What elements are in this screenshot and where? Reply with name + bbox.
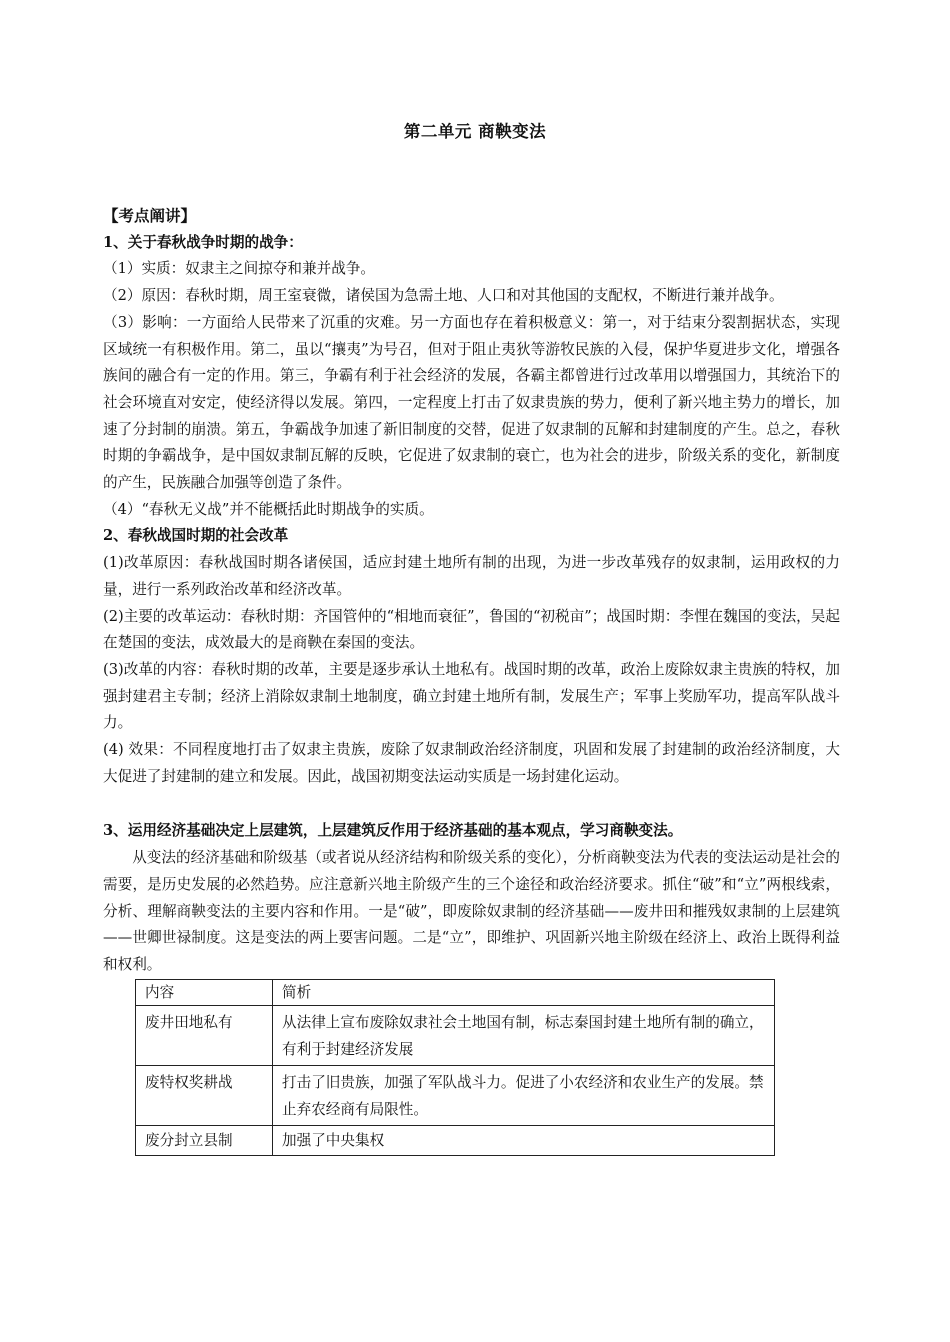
table-header-row	[136, 979, 775, 1005]
table-header-cell: 内容	[136, 979, 273, 1005]
section-1-item-3: （3）影响：一方面给人民带来了沉重的灾难。另一方面也存在着积极意义：第一，对于结束分裂割据状态，实现区域统一有积极作用。第二，虽以“攘夷”为号召，但对于阻止夷狄等游牧民族的入侵，保护华夏进步文化，增强各族间的融合有一定的作用。第三，争霸有利于社会经济的发展，各霸主都曾进行过改革用以增强国力，其统治下的社会环境直对安定，使经济得以发展。第四，一定程度上打击了奴隶贵族的势力，便利了新兴地主势力的增长，加速了分封制的崩溃。第五，争霸战争加速了新旧制度的交替，促进了奴隶制的瓦解和封建制度的产生。总之，春秋时期的争霸战争，是中国奴隶制瓦解的反映，它促进了奴隶制的衰亡，也为社会的进步，阶级关系的变化，新制度的产生，民族融合加强等创造了条件。	[103, 313, 840, 492]
page-title: 第二单元 商鞅变法	[403, 122, 547, 141]
table-cell: 废分封立县制	[136, 1125, 273, 1155]
table-cell: 打击了旧贵族，加强了军队战斗力。促进了小农经济和农业生产的发展。禁止弃农经商有局限性。	[273, 1065, 775, 1125]
section-3-heading: 3、运用经济基础决定上层建筑，上层建筑反作用于经济基础的基本观点，学习商鞅变法。	[103, 822, 683, 840]
section-2-item-4: (4) 效果：不同程度地打击了奴隶主贵族，废除了奴隶制政治经济制度，巩固和发展了封建制的政治经济制度，大大促进了封建制的建立和发展。因此，战国初期变法运动实质是一场封建化运动。	[103, 741, 840, 785]
spacer	[103, 790, 840, 818]
table-row	[136, 1125, 775, 1155]
section-label: 【考点阐讲】	[103, 206, 197, 225]
section-2-item-3: (3)改革的内容：春秋时期的改革，主要是逐步承认土地私有。战国时期的改革，政治上废除奴隶主贵族的特权，加强封建君主专制；经济上消除奴隶制土地制度，确立封建土地所有制，发展生产；军事上奖励军功，提高军队战斗力。	[103, 660, 840, 732]
table-row	[136, 1005, 775, 1065]
table-cell: 废井田地私有	[136, 1005, 273, 1065]
reform-summary-table	[135, 979, 775, 1156]
section-2-item-1: (1)改革原因：春秋战国时期各诸侯国，适应封建土地所有制的出现，为进一步改革残存的奴隶制，运用政权的力量，进行一系列政治改革和经济改革。	[103, 554, 840, 598]
table-row	[136, 1065, 775, 1125]
section-3-paragraph: 从变法的经济基础和阶级基（或者说从经济结构和阶级关系的变化），分析商鞅变法为代表的变法运动是社会的需要，是历史发展的必然趋势。应注意新兴地主阶级产生的三个途径和政治经济要求。抓住“破”和“立”两根线索，分析、理解商鞅变法的主要内容和作用。一是“破”，即废除奴隶制的经济基础——废井田和摧残奴隶制的上层建筑——世卿世禄制度。这是变法的两上要害问题。二是“立”，即维护、巩固新兴地主阶级在经济上、政治上既得利益和权利。	[103, 849, 840, 973]
table-cell: 废特权奖耕战	[136, 1065, 273, 1125]
table-cell: 从法律上宣布废除奴隶社会土地国有制，标志秦国封建土地所有制的确立，有利于封建经济发展	[273, 1005, 775, 1065]
section-1-item-2: （2）原因：春秋时期，周王室衰微，诸侯国为急需土地、人口和对其他国的支配权，不断进行兼并战争。	[103, 287, 784, 305]
section-2-item-2: (2)主要的改革运动：春秋时期：齐国管仲的“相地而衰征”，鲁国的“初税亩”；战国时期：李悝在魏国的变法，吴起在楚国的变法，成效最大的是商鞅在秦国的变法。	[103, 607, 840, 652]
section-1-item-4: （4）“春秋无义战”并不能概括此时期战争的实质。	[103, 500, 434, 518]
section-1-heading: 1、关于春秋战争时期的战争：	[103, 233, 303, 251]
section-1-item-1: （1）实质：奴隶主之间掠夺和兼并战争。	[103, 260, 375, 278]
table-cell: 加强了中央集权	[273, 1125, 775, 1155]
table-header-cell: 简析	[273, 979, 775, 1005]
document-body	[103, 203, 840, 1156]
section-2-heading: 2、春秋战国时期的社会改革	[103, 527, 289, 545]
